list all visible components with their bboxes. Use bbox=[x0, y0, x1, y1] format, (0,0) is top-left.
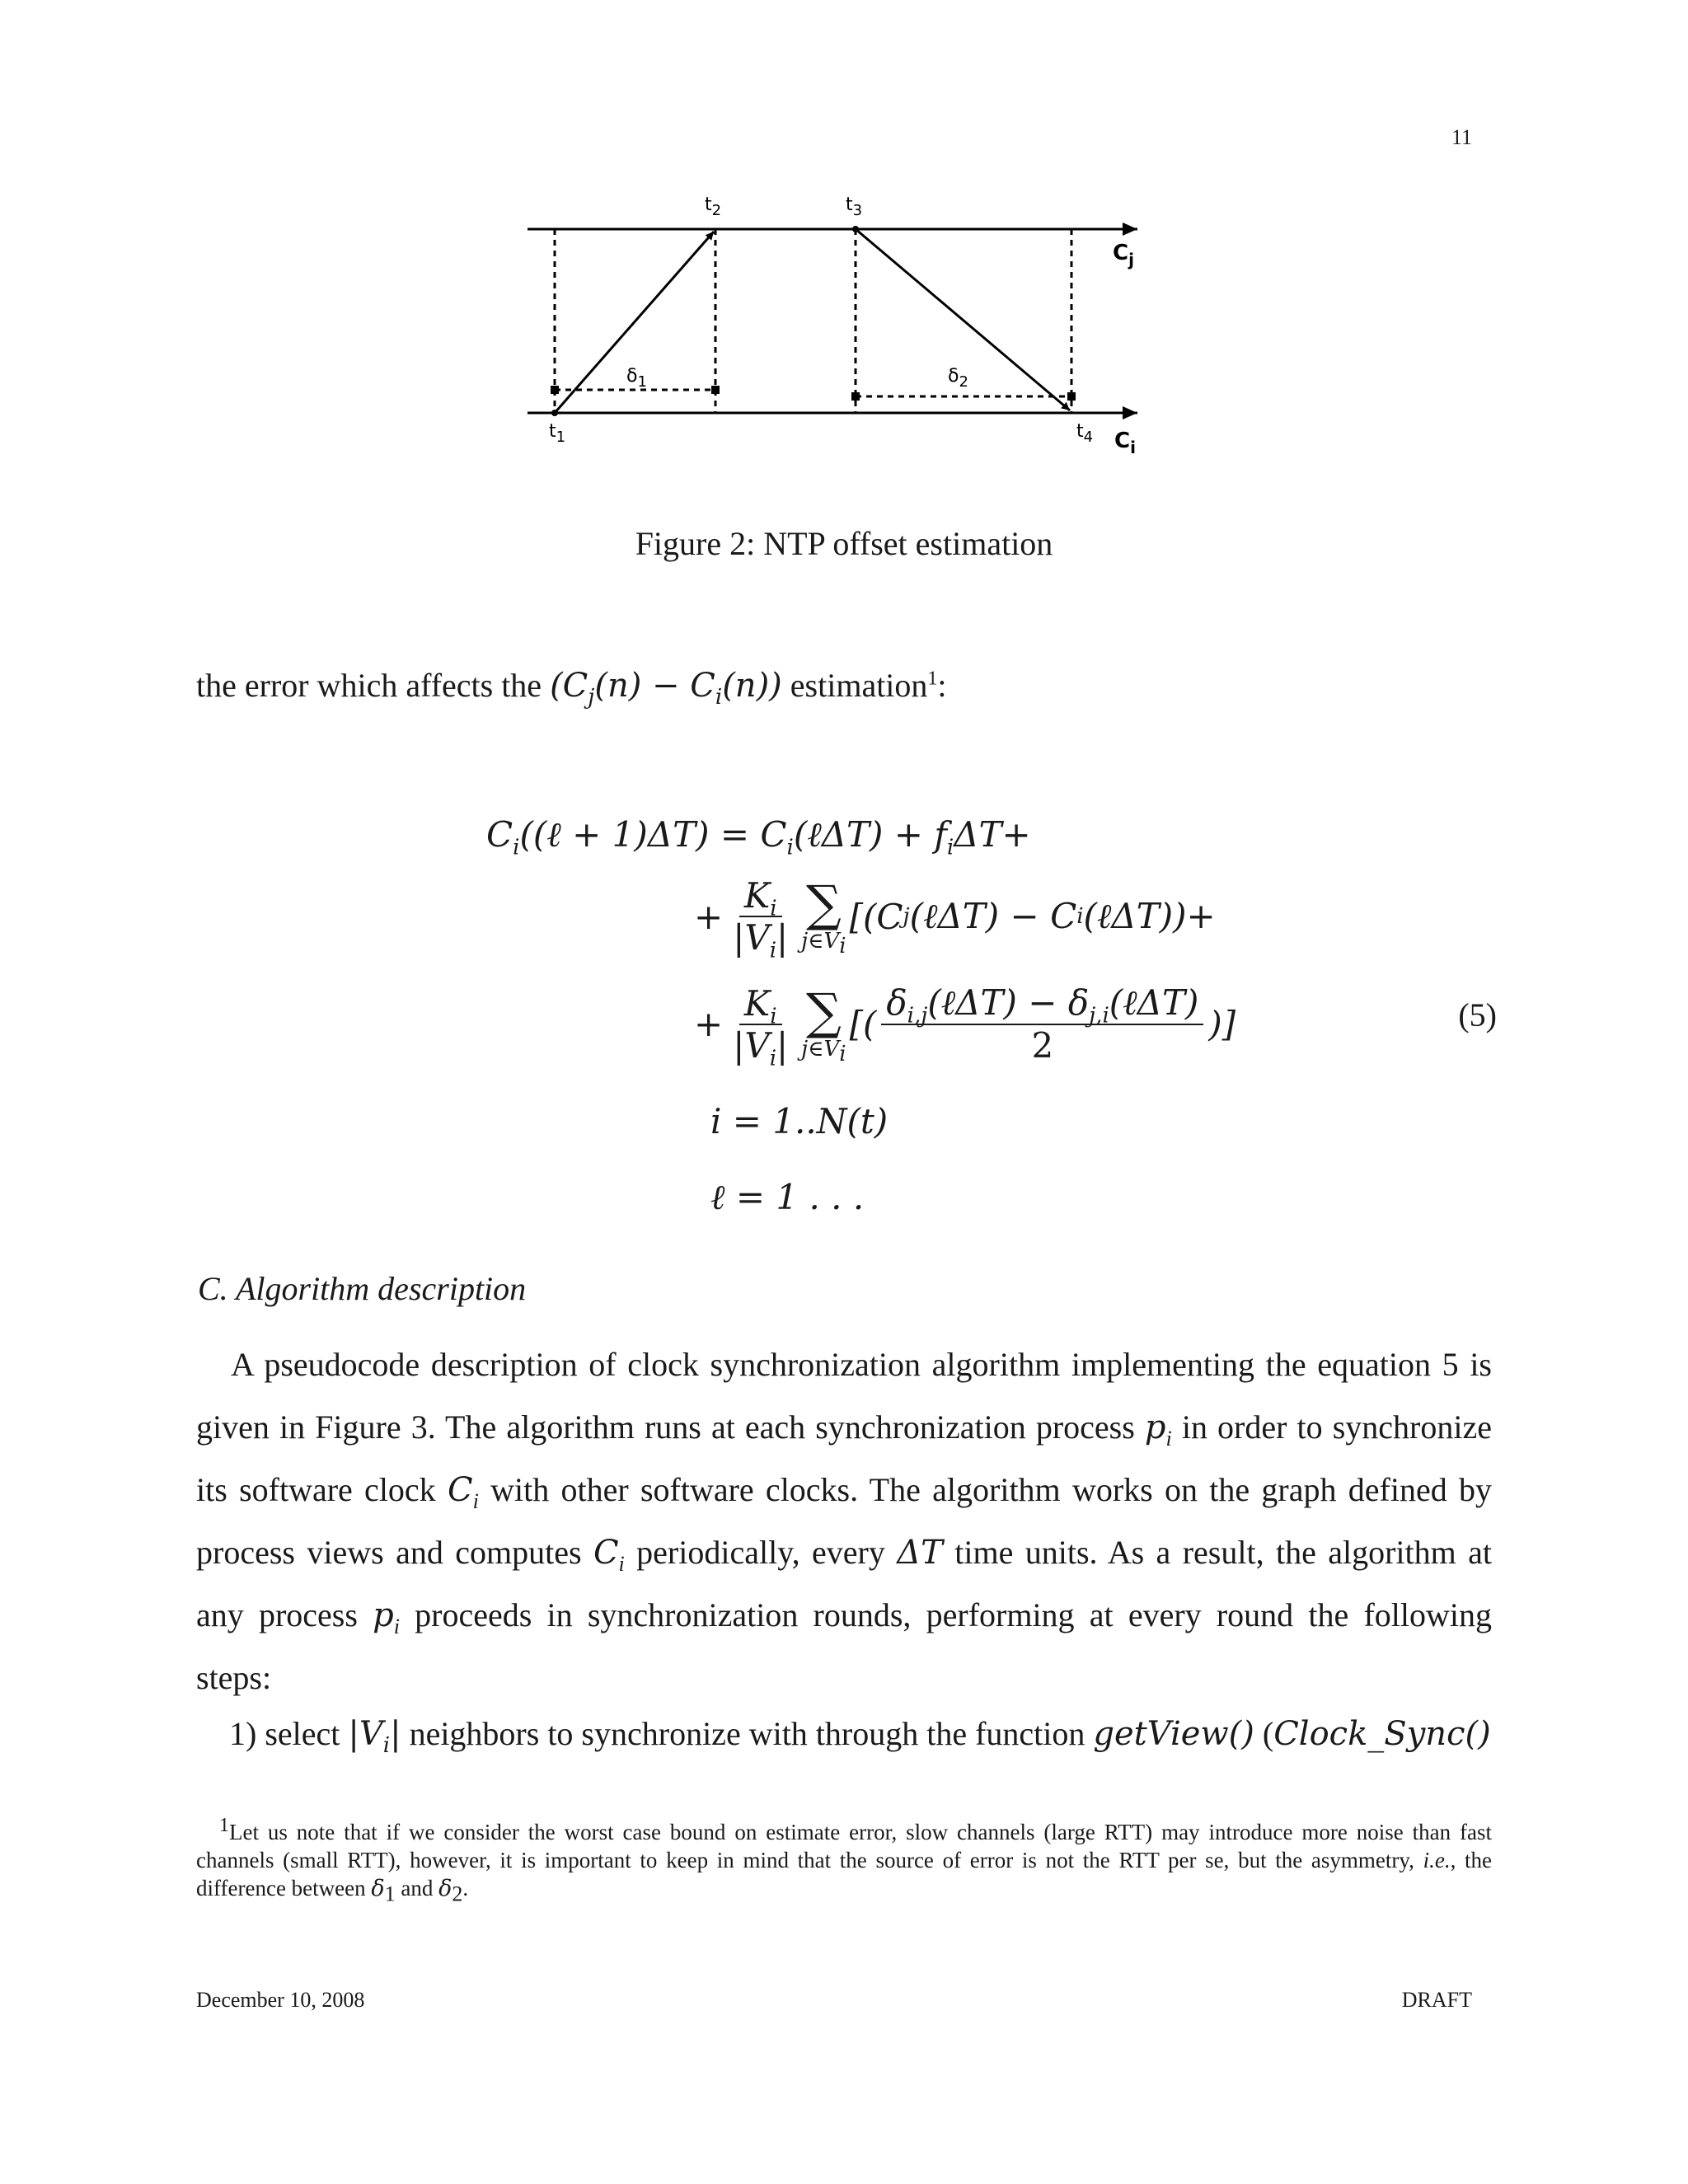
footer-date: December 10, 2008 bbox=[196, 1988, 365, 2012]
label-cj: $C_j$ bbox=[1113, 241, 1134, 269]
equation-number: (5) bbox=[1458, 996, 1497, 1033]
page-number: 11 bbox=[1451, 125, 1472, 149]
footer-draft-label: DRAFT bbox=[1401, 1988, 1472, 2012]
equation-line-1: $C_i((\ell + 1)\Delta T)$ = $C_i(\ell\Delta T) + f_i\Delta T+$ bbox=[486, 814, 1031, 860]
equation-range-i: i = 1..N(t) bbox=[710, 1101, 889, 1141]
label-delta2: $\delta_2$ bbox=[948, 366, 968, 391]
ntp-offset-diagram bbox=[495, 185, 1187, 490]
figure-caption: Figure 2: NTP offset estimation bbox=[635, 525, 1053, 562]
list-item: 1) select $|V_i|$ neighbors to synchronize with through the function getView() (Clock_Sync() bbox=[229, 1715, 1491, 1758]
footnote: $^1$Let us note that if we consider the worst case bound on estimate error, slow channels (large RTT) may introduce more noise than fast channels (small RTT), however, it is important to keep in mind that the source of error is not the RTT per se, but the asymmetry, i.e., the difference between $\delta_1$ and $\delta_2$. bbox=[196, 1815, 1492, 1906]
label-t2: $t_2$ bbox=[705, 194, 722, 219]
label-t3: $t_3$ bbox=[846, 194, 863, 219]
section-heading: C. Algorithm description bbox=[198, 1270, 527, 1307]
footnote-mark: 1 bbox=[927, 668, 938, 690]
intro-sentence: the error which affects the $(C_j(n) - C_i(n))$ estimation$^1$: bbox=[196, 667, 947, 710]
label-t4: $t_4$ bbox=[1076, 421, 1094, 446]
label-ci: $C_i$ bbox=[1114, 429, 1136, 457]
equation-range-l: ℓ = 1 . . . bbox=[710, 1177, 865, 1217]
equation-line-2: + $\frac{K_i}{|V_i|}$ ∑ $j\in V_i$ [(C j (ℓΔT) − C i (ℓΔT))+ bbox=[694, 875, 1216, 963]
body-paragraph: A pseudocode description of clock synchronization algorithm implementing the equation 5 is given in Figure 3. The algorithm runs at each synchronization process $p_i$ in order to synchronize its software clock $C_i$ with other software clocks. The algorithm works on the graph defined by process views and computes $C_i$ periodically, every ΔT time units. As a result, the algorithm at any process $p_i$ proceeds in synchronization rounds, performing at every round the following steps: bbox=[196, 1346, 1493, 1696]
label-delta1: $\delta_1$ bbox=[626, 366, 647, 391]
equation-line-3: + $\frac{K_i}{|V_i|}$ ∑ $j\in V_i$ [( $\frac{\delta_{i,j}(\ell\Delta T) - \delta_{j,i}(\ell\Delta T)}{2}$ )] bbox=[694, 982, 1236, 1071]
label-t1: $t_1$ bbox=[549, 421, 566, 446]
